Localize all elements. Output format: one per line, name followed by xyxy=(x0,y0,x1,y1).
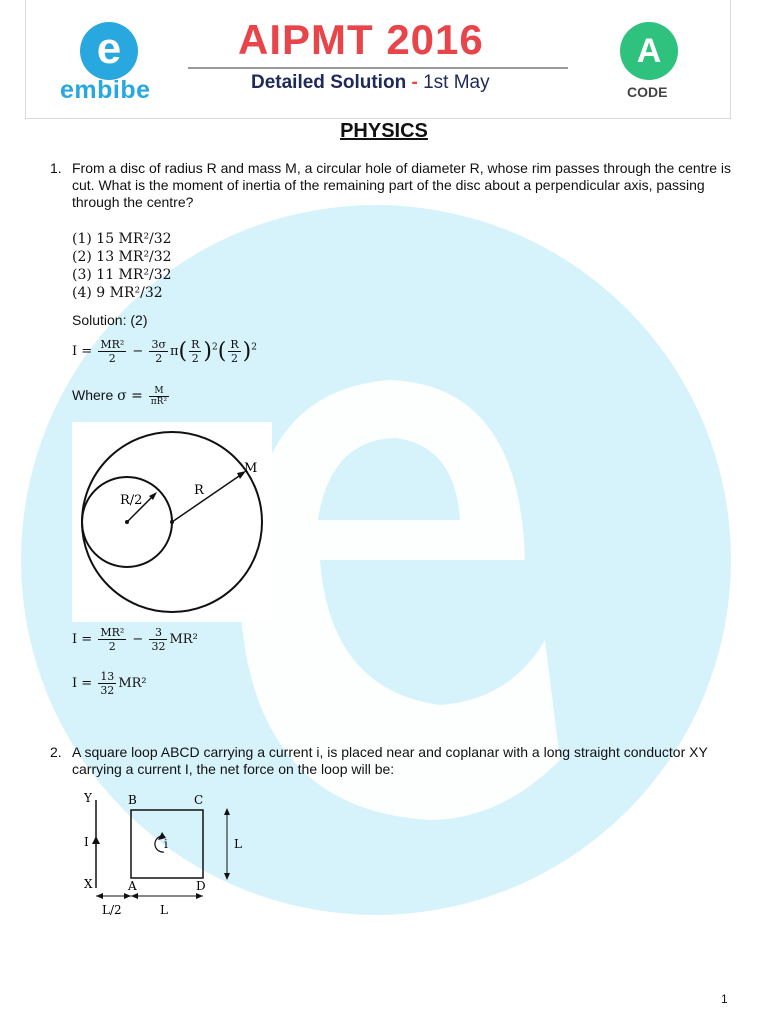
question-1-text: From a disc of radius R and mass M, a circular hole of diameter R, whose rim passes through the centre is cut. What is the moment of inertia of the remaining part of the disc about a perpendicular axis, passing through the centre? xyxy=(72,160,732,210)
label-radius: R xyxy=(194,483,204,498)
subtitle-date: 1st May xyxy=(423,72,490,93)
label-c: C xyxy=(194,793,204,807)
option-label: (3) xyxy=(72,267,92,283)
code-label: CODE xyxy=(627,84,668,100)
embibe-logo-text: embibe xyxy=(60,76,151,104)
label-b: B xyxy=(128,793,137,807)
fraction: $\frac{\text{MR²}}{2}$ xyxy=(100,626,125,653)
question-1-solution: Solution: (2) xyxy=(72,312,148,328)
fraction: $\frac{R}{2}$ xyxy=(191,338,200,365)
subtitle xyxy=(251,72,490,94)
question-2-number: 2. xyxy=(50,744,62,760)
label-a: A xyxy=(128,879,137,893)
fraction: $\frac{3}{32}$ xyxy=(151,626,166,653)
label-current-big: I xyxy=(84,835,89,849)
exam-title: AIPMT 2016 xyxy=(238,16,484,63)
label-x: X xyxy=(84,877,93,891)
option-label: (2) xyxy=(72,249,92,265)
label-side-l: L xyxy=(234,837,242,851)
option-value: 13 MR²/32 xyxy=(96,249,172,265)
fraction: $\frac{M}{\text{πR²}}$ xyxy=(150,386,168,407)
label-point-m: M xyxy=(244,461,258,476)
eq-minus: − xyxy=(132,344,144,359)
question-2-text: A square loop ABCD carrying a current i, is placed near and coplanar with a long straight conductor XY carrying a current I, the net force on the loop will be: xyxy=(72,744,708,777)
code-badge: A xyxy=(620,22,678,80)
embibe-logo-icon: e xyxy=(80,22,138,80)
fraction: $\frac{\text{MR²}}{2}$ xyxy=(100,338,125,365)
sigma-definition: Where σ = $\frac{M}{\text{πR²}}$ xyxy=(72,386,168,407)
option-value: 15 MR²/32 xyxy=(96,231,172,247)
label-current-small: i xyxy=(164,837,168,851)
label-r-half: R/2 xyxy=(120,493,143,508)
option-value: 11 MR²/32 xyxy=(96,267,172,283)
label-d: D xyxy=(196,879,206,893)
fraction: $\frac{3\sigma}{2}$ xyxy=(151,338,166,365)
option-label: (4) xyxy=(72,285,92,301)
option-label: (1) xyxy=(72,231,92,247)
fraction: $\frac{R}{2}$ xyxy=(230,338,239,365)
label-half-l: L/2 xyxy=(102,903,122,917)
title-divider xyxy=(188,67,568,69)
eq-pi: π xyxy=(169,344,179,359)
page-number: 1 xyxy=(721,992,728,1006)
eq-lhs: I = xyxy=(72,344,93,359)
label-y: Y xyxy=(84,791,92,805)
disc-diagram xyxy=(72,422,272,622)
where-label: Where xyxy=(72,387,114,404)
question-1-option-4 xyxy=(72,284,163,302)
option-value: 9 MR²/32 xyxy=(96,285,163,301)
question-1-option-2 xyxy=(72,248,172,266)
question-1-option-1 xyxy=(72,230,172,248)
question-1-number: 1. xyxy=(50,160,62,176)
equation-3: I = $\frac{13}{32}$ MR² xyxy=(72,670,147,697)
page-header xyxy=(25,0,731,119)
section-title: PHYSICS xyxy=(340,120,428,142)
loop-diagram xyxy=(78,788,258,923)
subtitle-dash: - xyxy=(406,72,424,93)
equation-2: I = $\frac{\text{MR²}}{2}$ − $\frac{3}{32}$ MR² xyxy=(72,626,198,653)
equation-1: I = $\frac{\text{MR²}}{2}$ − $\frac{3\sigma}{2}$ π( $\frac{R}{2}$ )$^2$( $\frac{R}{2}$ )$^2$ xyxy=(72,338,257,365)
fraction: $\frac{13}{32}$ xyxy=(100,670,115,697)
question-1-option-3 xyxy=(72,266,172,284)
subtitle-label: Detailed Solution xyxy=(251,72,407,93)
label-bottom-l: L xyxy=(160,903,168,917)
